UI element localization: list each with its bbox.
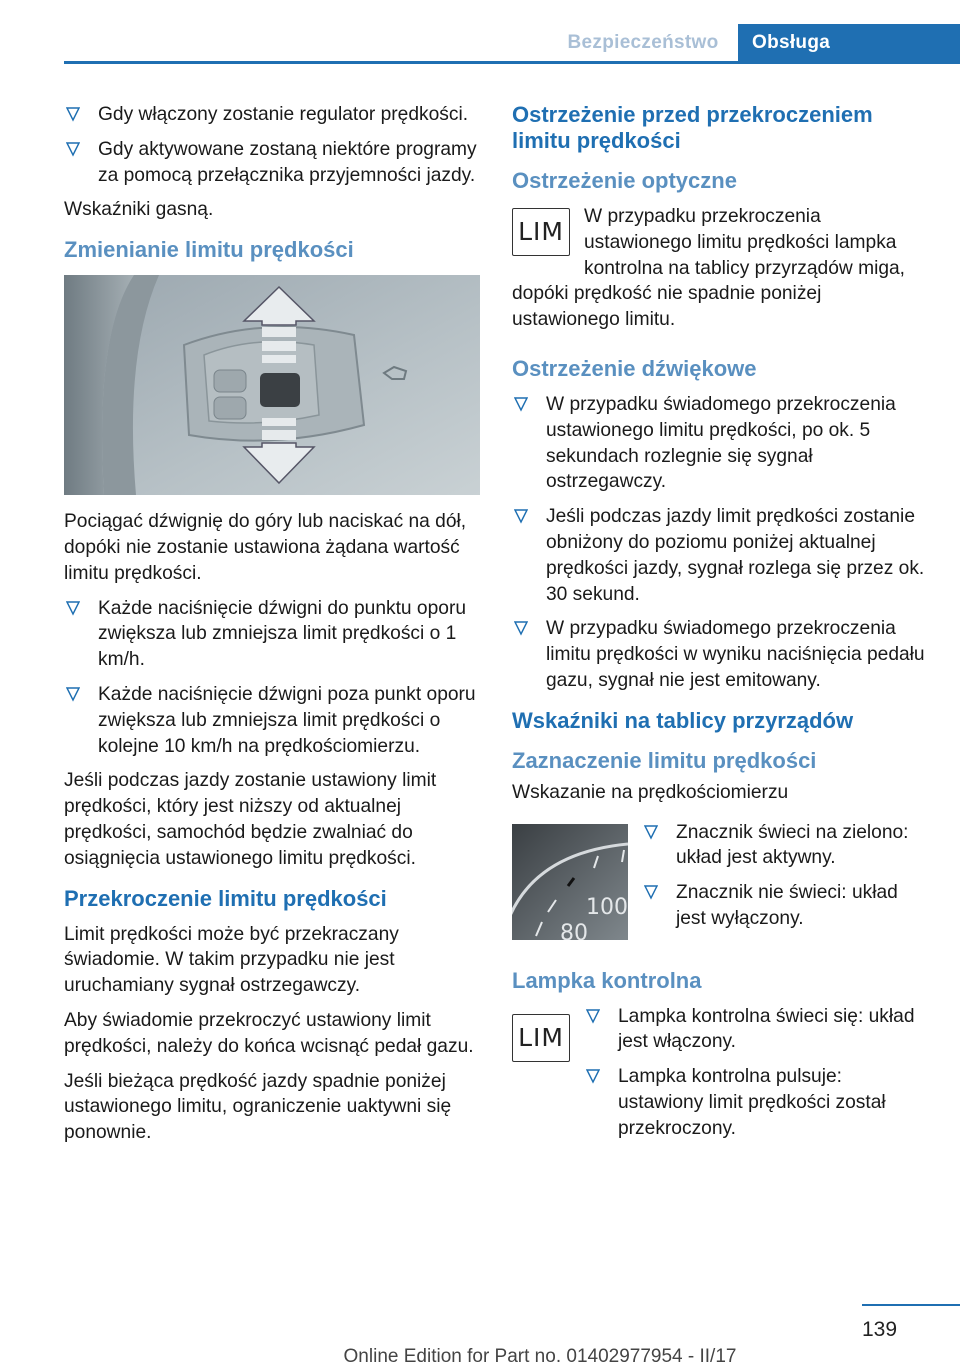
list-item-text: W przypadku świadomego przekroczenia limitu prędkości w wyniku naciśnięcia pedału gazu, sygnał nie jest emitowany. (546, 618, 925, 691)
lim-indicator-icon (512, 1014, 570, 1062)
speedometer-image (512, 824, 628, 940)
triangle-bullet-icon (586, 1068, 600, 1084)
section-heading: Ostrzeżenie przed przekroczeniem limitu prędkości (512, 102, 873, 153)
page-number: 139 (862, 1318, 898, 1341)
paragraph: Wskazanie na prędkościomierzu (512, 781, 789, 803)
list-item-text: Gdy włączony zostanie regulator prędkości. (98, 104, 469, 125)
list-item-text: Lampka kontrolna świeci się: układ jest włączony. (618, 1005, 915, 1053)
triangle-bullet-icon (66, 106, 80, 122)
list-item-text: Każde naciśnięcie dźwigni poza punkt oporu zwiększa lub zmniejsza limit prędkości o kolejne 10 km/h na prędkościomierzu. (98, 683, 476, 757)
left-column (64, 102, 482, 1155)
triangle-bullet-icon (644, 884, 658, 900)
speedo-label-100: 100 (586, 894, 628, 920)
triangle-bullet-icon (514, 508, 528, 524)
triangle-bullet-icon (66, 686, 80, 702)
triangle-bullet-icon (586, 1008, 600, 1024)
list-item-text: Każde naciśnięcie dźwigni do punktu oporu zwiększa lub zmniejsza limit prędkości o 1 km/h. (98, 597, 467, 671)
paragraph: Jeśli podczas jazdy zostanie ustawiony limit prędkości, który jest niższy od aktualnej prędkości, samochód będzie zwalniać do osiągnięcia ustawionego limitu prędkości. (64, 770, 437, 869)
list-item (512, 616, 930, 693)
steering-wheel-lever-photo (64, 275, 480, 495)
section-heading: Przekroczenie limitu prędkości (64, 885, 387, 911)
triangle-bullet-icon (644, 824, 658, 840)
list-item (512, 504, 930, 607)
list-item (584, 1064, 930, 1141)
triangle-bullet-icon (66, 141, 80, 157)
subsection-heading: Lampka kontrolna (512, 967, 702, 993)
footer-rule (862, 1304, 960, 1306)
list-item (642, 820, 930, 872)
subsection-heading: Ostrzeżenie optyczne (512, 168, 737, 193)
list-item-text: Jeśli podczas jazdy limit prędkości zostanie obniżony do poziomu poniżej aktualnej prędkości jazdy, sygnał rozlega się przez ok. 30 sekund. (546, 506, 925, 605)
tab-obsluga[interactable]: Obsługa (738, 24, 960, 64)
subsection-heading: Zaznaczenie limitu prędkości (512, 747, 817, 773)
paragraph: Aby świadomie przekroczyć ustawiony limit prędkości, należy do końca wcisnąć pedał gazu. (64, 1009, 474, 1057)
paragraph: Limit prędkości może być przekraczany świadomie. W takim przypadku nie jest uruchamiany sygnał ostrzegawczy. (64, 923, 399, 997)
list-item (642, 880, 930, 932)
section-heading: Wskaźniki na tablicy przyrządów (512, 707, 854, 733)
paragraph: W przypadku przekroczenia ustawionego limitu prędkości lampka kontrolna na tablicy przyrządów miga, dopóki prędkość nie spadnie poniżej ustawionego limitu. (512, 206, 906, 331)
section-heading: Zmienianie limitu prędkości (64, 237, 354, 263)
list-item-text: Znacznik nie świeci: układ jest wyłączony. (676, 882, 898, 929)
right-column (512, 102, 930, 1151)
lim-indicator-icon (512, 208, 570, 256)
paragraph: Pociągać dźwignię do góry lub naciskać na dół, dopóki nie zostanie ustawiona żądana wartość limitu prędkości. (64, 511, 467, 584)
list-item-text: Lampka kontrolna pulsuje: ustawiony limit prędkości został przekroczony. (618, 1066, 886, 1139)
list-item-text: Znacznik świeci na zielono: układ jest aktywny. (676, 821, 909, 869)
subsection-heading: Ostrzeżenie dźwiękowe (512, 355, 757, 381)
list-item (64, 596, 482, 673)
list-item (64, 137, 482, 189)
list-item (64, 102, 482, 128)
list-item (512, 392, 930, 495)
triangle-bullet-icon (514, 620, 528, 636)
edition-footer: Online Edition for Part no. 01402977954 - II/17 (343, 1346, 737, 1362)
triangle-bullet-icon (514, 396, 528, 412)
list-item-text: W przypadku świadomego przekroczenia ustawionego limitu prędkości, po ok. 5 sekundach rozlegnie się sygnał ostrzegawczy. (546, 393, 896, 493)
list-item-text: Gdy aktywowane zostaną niektóre programy za pomocą przełącznika przyjemności jazdy. (98, 138, 477, 186)
lim-label: LIM (512, 208, 570, 256)
speedo-label-80: 80 (560, 920, 588, 940)
tab-bezpieczenstwo[interactable]: Bezpieczeństwo (567, 32, 719, 53)
lim-label: LIM (512, 1014, 570, 1062)
list-item (584, 1004, 930, 1056)
triangle-bullet-icon (66, 600, 80, 616)
paragraph: Wskaźniki gasną. (64, 199, 214, 221)
paragraph: Jeśli bieżąca prędkość jazdy spadnie poniżej ustawionego limitu, ograniczenie uaktywni się ponownie. (64, 1070, 452, 1144)
list-item (64, 682, 482, 759)
header-rule (64, 61, 960, 64)
page-header (0, 0, 960, 64)
